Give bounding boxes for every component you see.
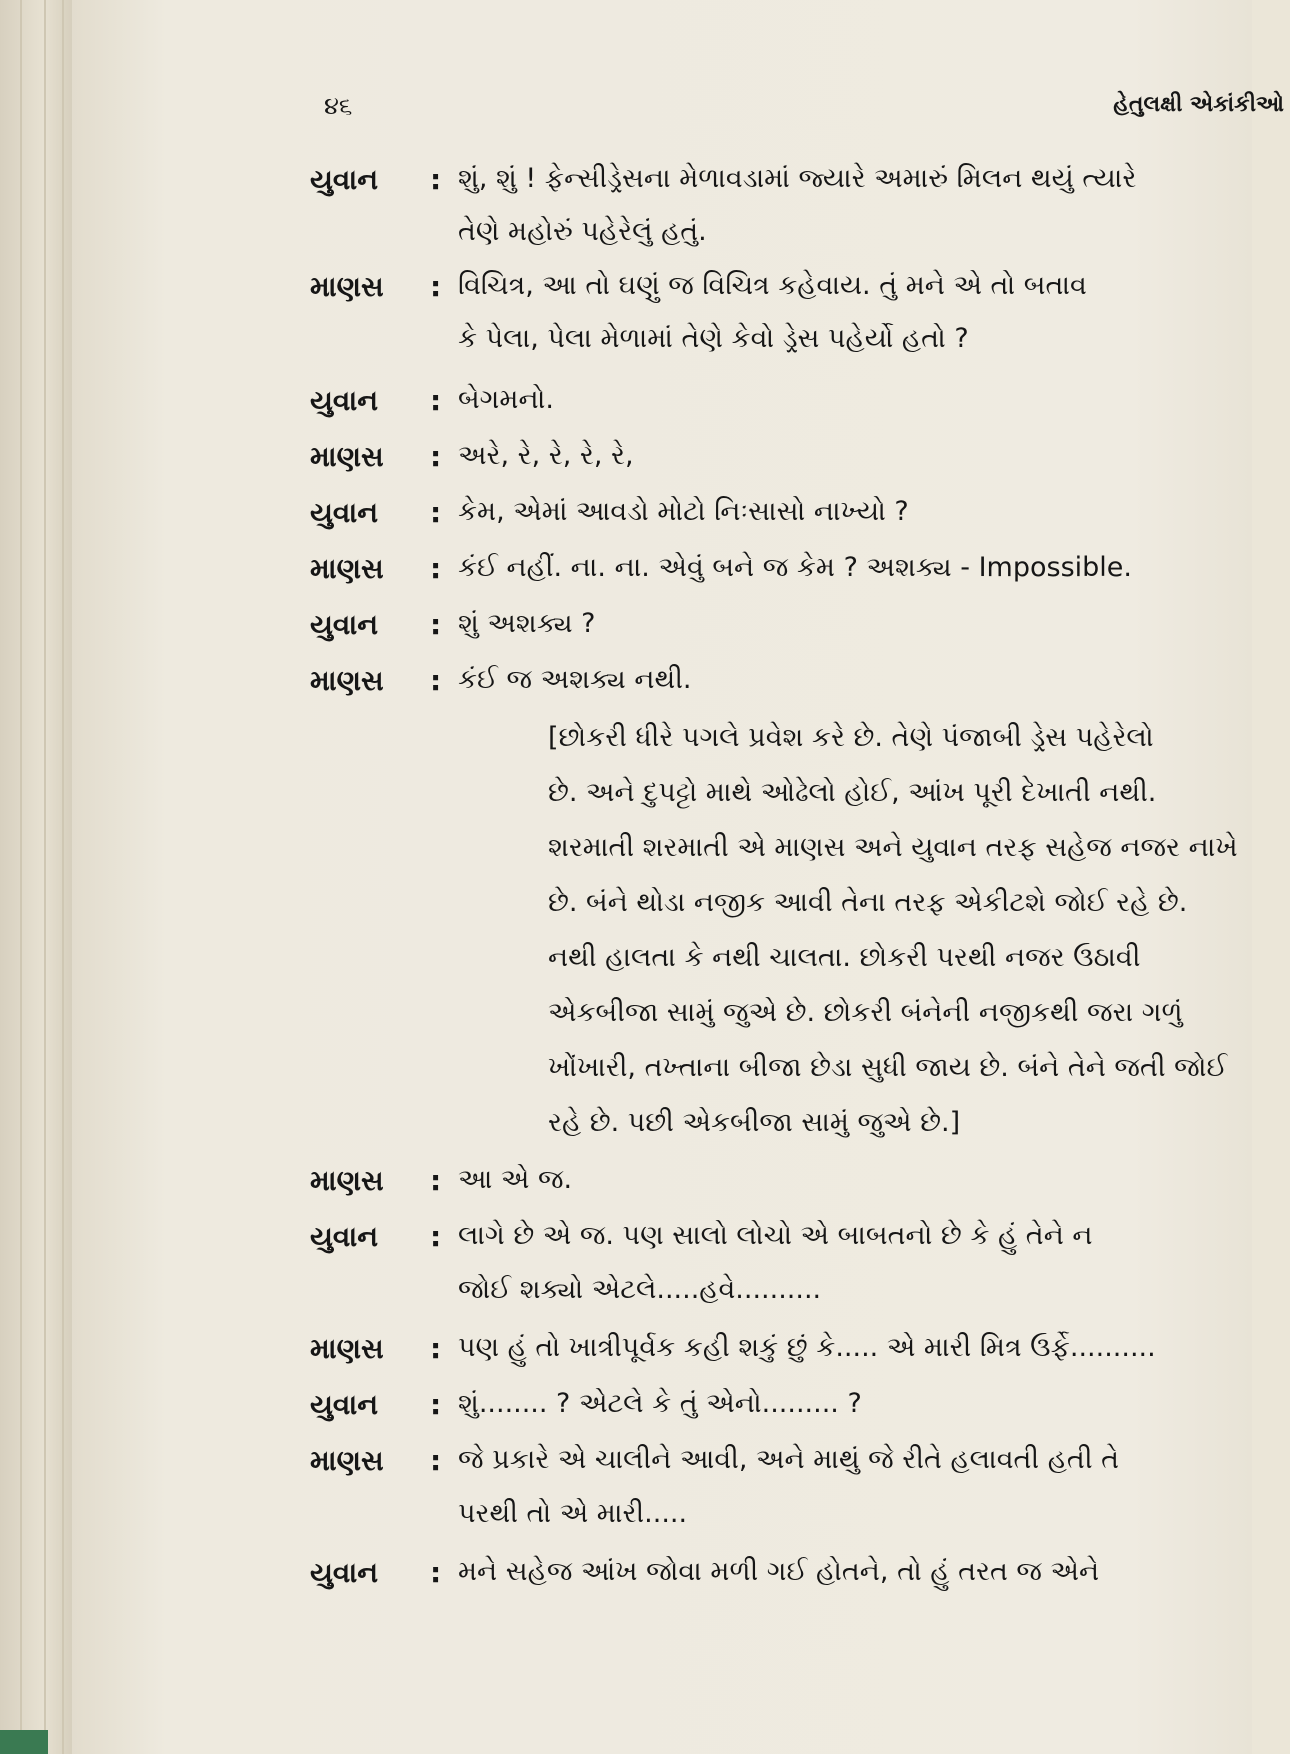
speaker-name: માણસ	[310, 1332, 384, 1365]
speaker-name: માણસ	[310, 1164, 384, 1197]
speaker-name: યુવાન	[310, 163, 379, 196]
speaker-colon: :	[430, 1164, 442, 1197]
dialogue-line	[310, 1444, 1290, 1492]
dialogue-text: શું........ ? એટલે કે તું એનો......... ?	[458, 1388, 862, 1419]
speaker-name: માણસ	[310, 552, 384, 585]
speaker-colon: :	[430, 1444, 442, 1477]
dialogue-text: આ એ જ.	[458, 1164, 573, 1195]
speaker-colon: :	[430, 1332, 442, 1365]
speaker-colon: :	[430, 1556, 442, 1589]
dialogue-line	[310, 608, 1290, 656]
speaker-colon: :	[430, 163, 442, 196]
dialogue-text: વિચિત્ર, આ તો ઘણું જ વિચિત્ર કહેવાય. તું મને એ તો બતાવ	[458, 270, 1087, 301]
dialogue-line	[310, 664, 1290, 712]
speaker-name: યુવાન	[310, 608, 379, 641]
stage-direction-line: નથી હાલતા કે નથી ચાલતા. છોકરી પરથી નજર ઉઠાવી	[548, 942, 1141, 973]
speaker-name: માણસ	[310, 664, 384, 697]
book-page	[72, 0, 1284, 1754]
dialogue-text: બેગમનો.	[458, 384, 554, 415]
dialogue-line	[310, 270, 1290, 318]
dialogue-text: કંઈ જ અશક્ય નથી.	[458, 664, 692, 695]
dialogue-continuation: તેણે મહોરું પહેરેલું હતું.	[458, 216, 707, 247]
page-edge-line	[62, 0, 64, 1754]
speaker-colon: :	[430, 440, 442, 473]
dialogue-line	[310, 1388, 1290, 1436]
stage-direction-line: રહે છે. પછી એકબીજા સામું જુએ છે.]	[548, 1107, 961, 1138]
speaker-colon: :	[430, 496, 442, 529]
dialogue-text: શું અશક્ય ?	[458, 608, 596, 639]
dialogue-line	[310, 552, 1290, 600]
speaker-colon: :	[430, 552, 442, 585]
dialogue-text: પણ હું તો ખાત્રીપૂર્વક કહી શકું છું કે..... એ મારી મિત્ર ઉર્ફે..........	[458, 1332, 1156, 1363]
speaker-name: માણસ	[310, 270, 384, 303]
dialogue-text: અરે, રે, રે, રે, રે,	[458, 440, 634, 471]
speaker-name: માણસ	[310, 1444, 384, 1477]
dialogue-text: શું, શું ! ફેન્સીડ્રેસના મેળાવડામાં જ્યારે અમારું મિલન થયું ત્યારે	[458, 163, 1137, 194]
speaker-name: યુવાન	[310, 1388, 379, 1421]
dialogue-line	[310, 1332, 1290, 1380]
speaker-name: યુવાન	[310, 1220, 379, 1253]
speaker-colon: :	[430, 384, 442, 417]
book-cover-corner	[0, 1730, 48, 1754]
dialogue-line	[310, 496, 1290, 544]
stage-direction-line: [છોકરી ધીરે પગલે પ્રવેશ કરે છે. તેણે પંજાબી ડ્રેસ પહેરેલો	[548, 722, 1154, 753]
stage-direction-line: શરમાતી શરમાતી એ માણસ અને યુવાન તરફ સહેજ નજર નાખે	[548, 832, 1238, 863]
dialogue-continuation: પરથી તો એ મારી.....	[458, 1498, 688, 1529]
stage-direction-line: છે. અને દુપટ્ટો માથે ઓઢેલો હોઈ, આંખ પૂરી દેખાતી નથી.	[548, 777, 1157, 808]
page-edge-line	[44, 0, 46, 1754]
dialogue-line	[310, 440, 1290, 488]
speaker-name: યુવાન	[310, 384, 379, 417]
speaker-colon: :	[430, 1220, 442, 1253]
speaker-colon: :	[430, 608, 442, 641]
stage-direction-line: છે. બંને થોડા નજીક આવી તેના તરફ એકીટશે જોઈ રહે છે.	[548, 887, 1188, 918]
speaker-colon: :	[430, 664, 442, 697]
speaker-name: યુવાન	[310, 496, 379, 529]
dialogue-text: લાગે છે એ જ. પણ સાલો લોચો એ બાબતનો છે કે હું તેને ન	[458, 1220, 1093, 1251]
dialogue-line	[310, 384, 1290, 432]
stage-direction-line: એકબીજા સામું જુએ છે. છોકરી બંનેની નજીકથી જરા ગળું	[548, 997, 1183, 1028]
page-number: ૪૬	[324, 92, 353, 120]
dialogue-continuation: જોઈ શક્યો એટલે.....હવે..........	[458, 1274, 822, 1305]
speaker-name: યુવાન	[310, 1556, 379, 1589]
dialogue-line	[310, 1164, 1290, 1212]
page-header	[324, 92, 1284, 132]
dialogue-line	[310, 1220, 1290, 1268]
dialogue-text: જે પ્રકારે એ ચાલીને આવી, અને માથું જે રીતે હલાવતી હતી તે	[458, 1444, 1120, 1475]
running-title: હેતુલક્ષી એકાંકીઓ	[1113, 92, 1284, 117]
speaker-colon: :	[430, 270, 442, 303]
dialogue-text: કંઈ નહીં. ના. ના. એવું બને જ કેમ ? અશક્ય - Impossible.	[458, 552, 1132, 583]
speaker-colon: :	[430, 1388, 442, 1421]
page-edge-line	[20, 0, 22, 1754]
dialogue-text: મને સહેજ આંખ જોવા મળી ગઈ હોતને, તો હું તરત જ એને	[458, 1556, 1100, 1587]
dialogue-text: કેમ, એમાં આવડો મોટો નિઃસાસો નાખ્યો ?	[458, 496, 909, 527]
stage-direction-line: ખોંખારી, તખ્તાના બીજા છેડા સુધી જાય છે. બંને તેને જતી જોઈ	[548, 1052, 1228, 1083]
dialogue-line	[310, 1556, 1290, 1604]
dialogue-line	[310, 163, 1290, 211]
speaker-name: માણસ	[310, 440, 384, 473]
dialogue-continuation: કે પેલા, પેલા મેળામાં તેણે કેવો ડ્રેસ પહેર્યો હતો ?	[458, 323, 969, 354]
